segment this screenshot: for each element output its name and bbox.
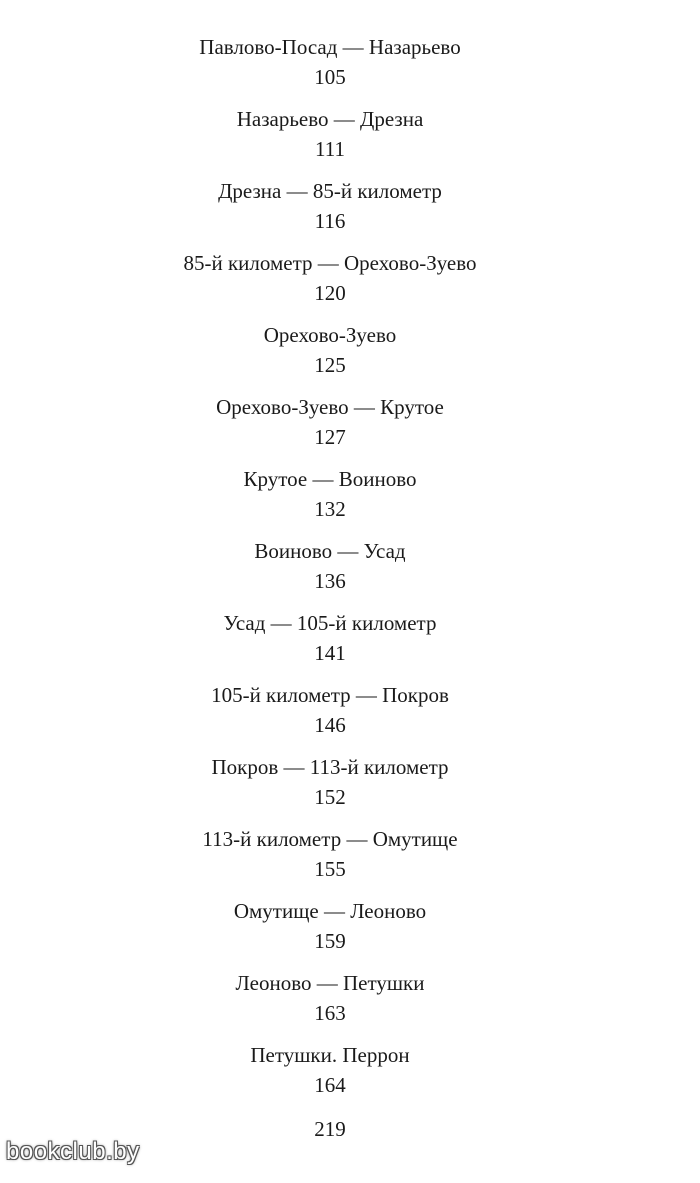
toc-entry	[0, 102, 660, 174]
toc-entry	[0, 462, 660, 534]
toc-entry	[0, 750, 660, 822]
toc-entry-page: 152	[314, 785, 346, 809]
toc-entry-title: Омутище — Леоново	[233, 899, 427, 923]
toc-entry-page: 146	[314, 713, 346, 737]
toc-entry-page: 163	[314, 1001, 346, 1025]
toc-entry	[0, 390, 660, 462]
toc-entry	[0, 678, 660, 750]
toc-entry-page: 125	[314, 353, 346, 377]
toc-entry-title: Покров — 113-й километр	[211, 755, 449, 779]
toc-entry-page: 120	[314, 281, 346, 305]
toc-entry-page: 164	[314, 1073, 346, 1097]
toc-entry	[0, 606, 660, 678]
toc-entry-title: Петушки. Перрон	[250, 1043, 410, 1067]
toc-entry-page: 127	[314, 425, 346, 449]
toc-entry	[0, 966, 660, 1038]
toc-entry	[0, 246, 660, 318]
toc-entry-title: 113-й километр — Омутище	[202, 827, 458, 851]
toc-entry-page: 155	[314, 857, 346, 881]
toc-entry-page: 159	[314, 929, 346, 953]
toc-entry	[0, 318, 660, 390]
table-of-contents	[0, 30, 660, 1110]
toc-entry	[0, 894, 660, 966]
toc-entry-page: 105	[314, 65, 346, 89]
toc-entry-title: 85-й километр — Орехово-Зуево	[183, 251, 477, 275]
watermark: bookclub.by	[6, 1138, 140, 1165]
toc-entry-title: Леоново — Петушки	[235, 971, 425, 995]
toc-entry-title: Павлово-Посад — Назарьево	[199, 35, 461, 59]
toc-entry	[0, 1038, 660, 1110]
toc-entry-title: Назарьево — Дрезна	[236, 107, 424, 131]
toc-entry-title: Воиново — Усад	[254, 539, 406, 563]
toc-entry-title: 105-й километр — Покров	[211, 683, 449, 707]
toc-entry	[0, 30, 660, 102]
toc-entry-title: Дрезна — 85-й километр	[218, 179, 442, 203]
toc-entry-page: 132	[314, 497, 346, 521]
page-number: 219	[314, 1117, 346, 1141]
toc-entry-title: Крутое — Воиново	[243, 467, 417, 491]
toc-entry	[0, 822, 660, 894]
toc-entry-page: 136	[314, 569, 346, 593]
toc-entry	[0, 174, 660, 246]
toc-entry-title: Усад — 105-й километр	[223, 611, 437, 635]
toc-entry	[0, 534, 660, 606]
toc-entry-page: 111	[315, 137, 345, 161]
toc-entry-title: Орехово-Зуево — Крутое	[216, 395, 444, 419]
toc-entry-title: Орехово-Зуево	[263, 323, 397, 347]
toc-entry-page: 116	[314, 209, 346, 233]
toc-entry-page: 141	[314, 641, 346, 665]
